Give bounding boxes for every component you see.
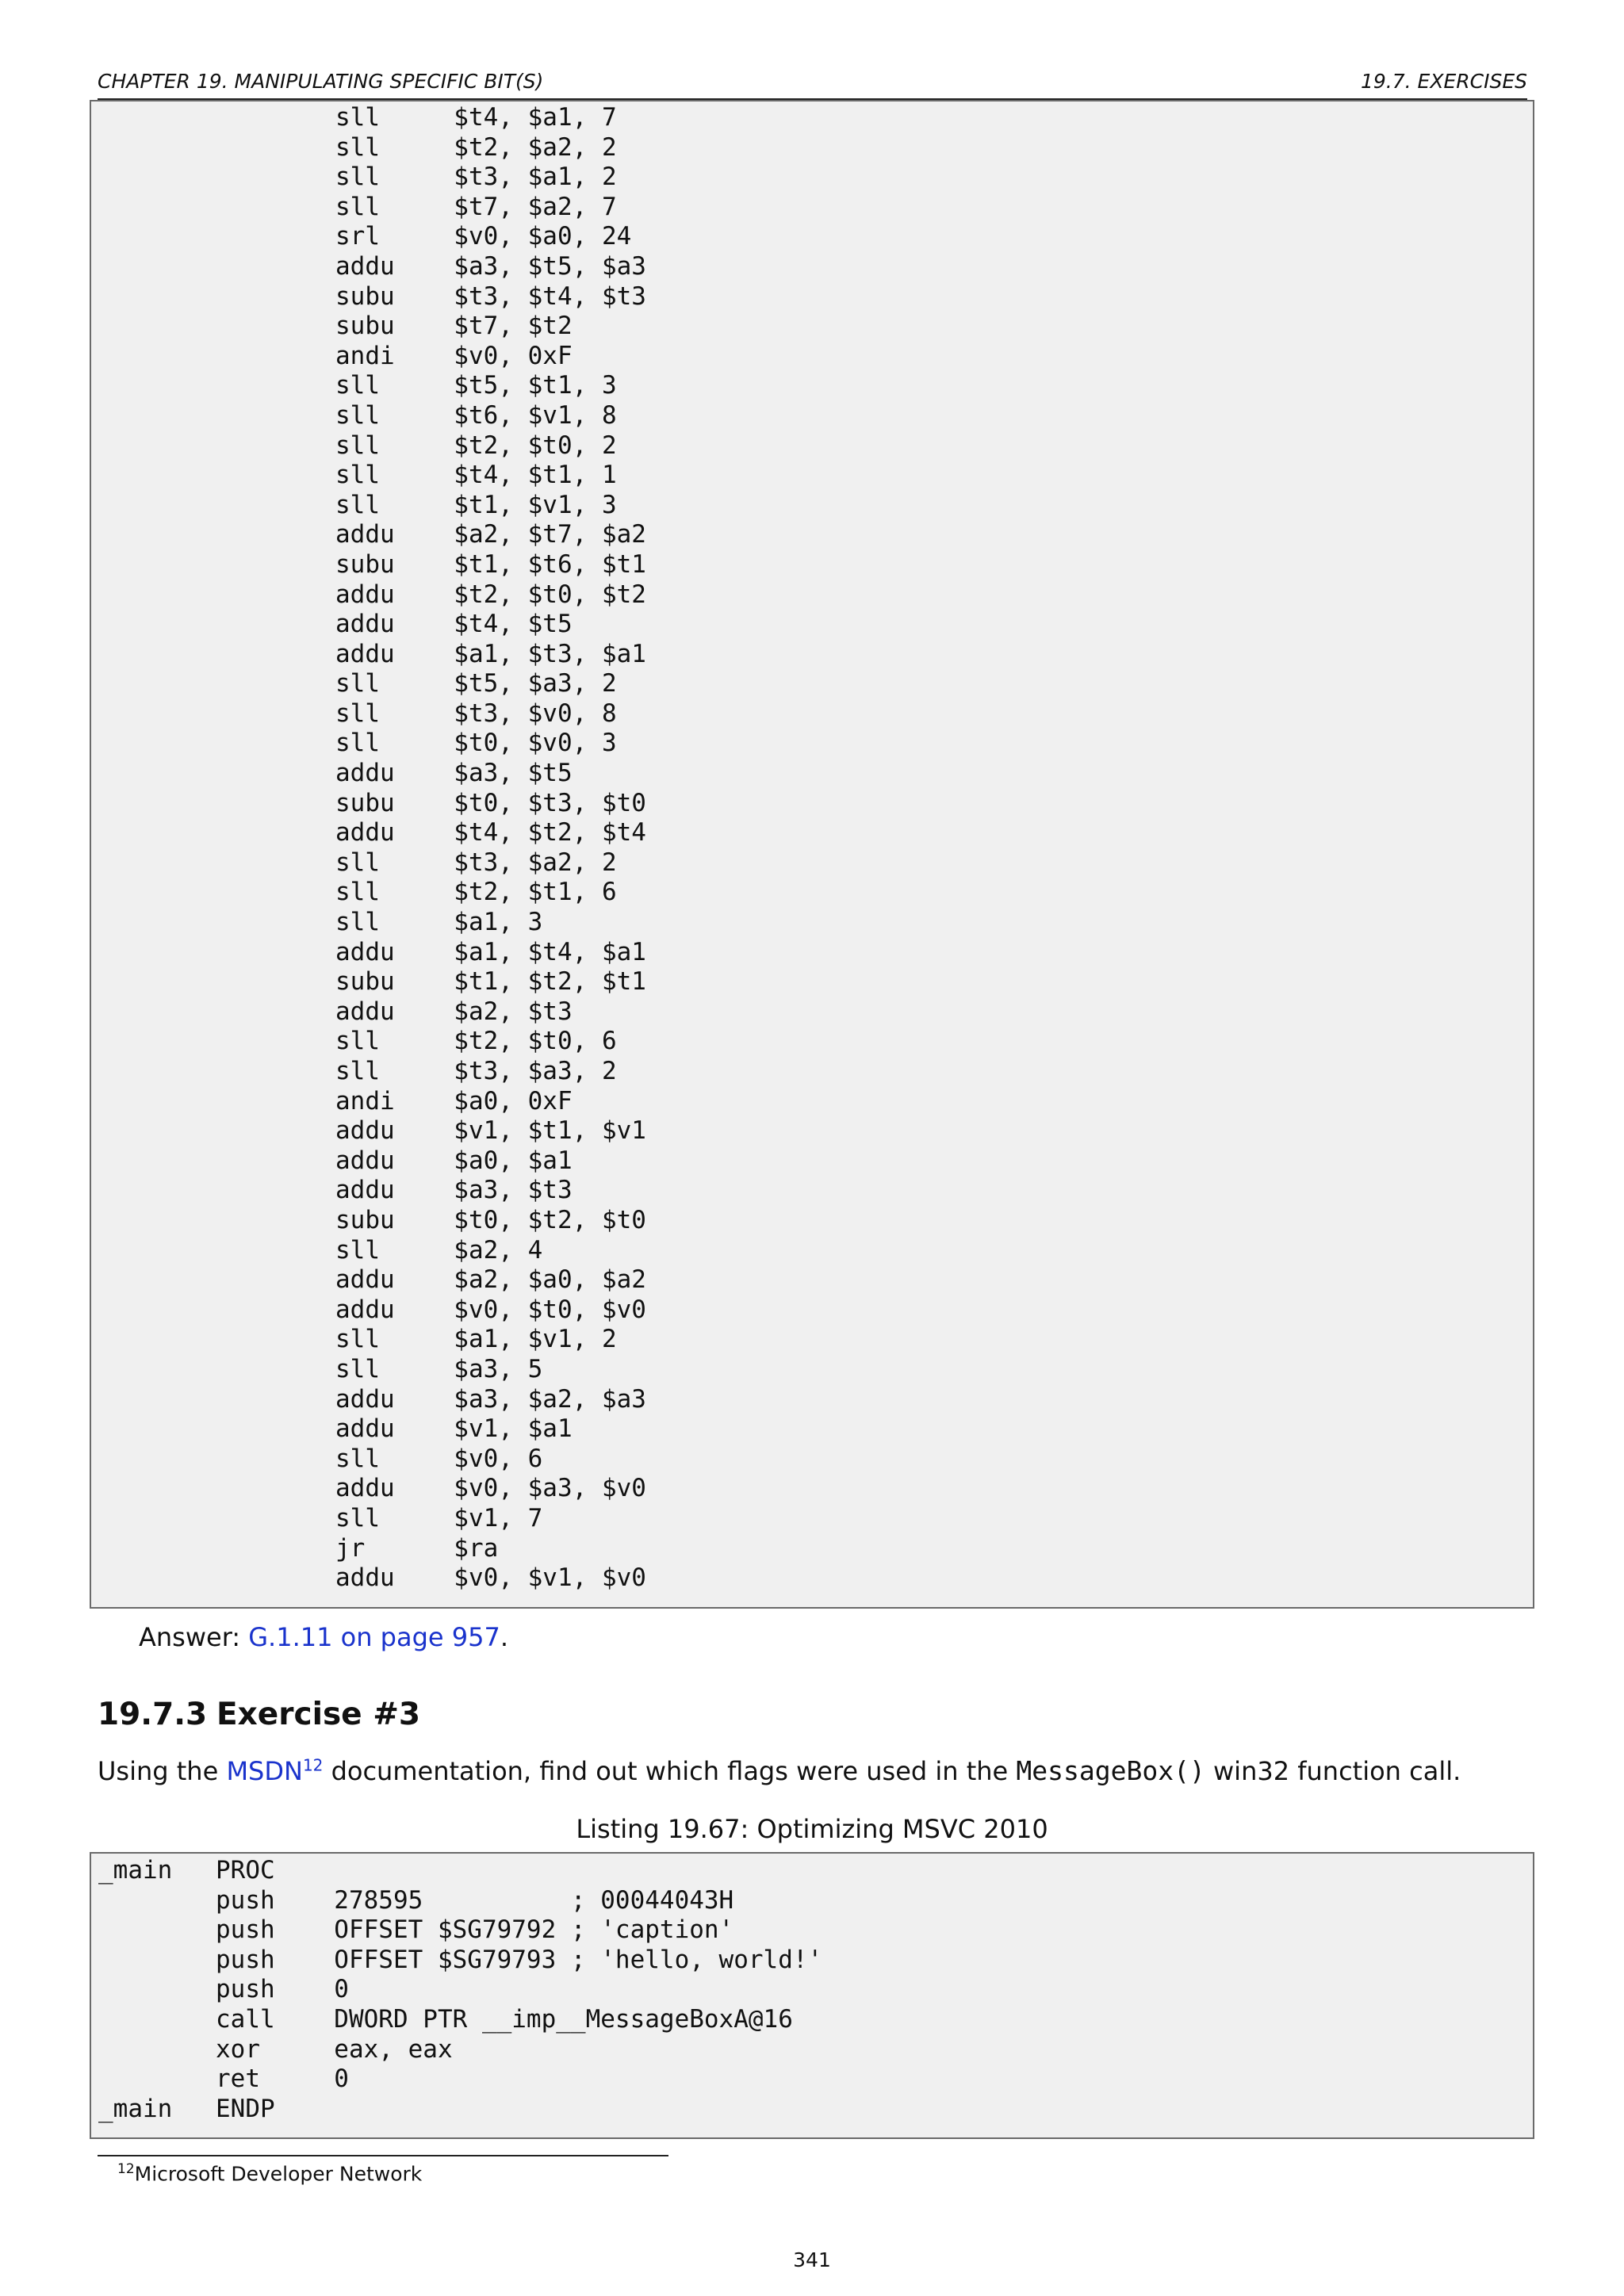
msdn-link[interactable]: MSDN (226, 1756, 303, 1786)
code-line: addu $a1, $t3, $a1 (335, 639, 646, 668)
code-line: addu $a1, $t4, $a1 (335, 937, 646, 966)
mips-code-text (335, 103, 646, 1594)
code-instruction: call DWORD PTR __imp__MessageBoxA@16 (216, 2004, 793, 2034)
code-line (98, 2005, 822, 2035)
code-instruction: push OFFSET $SG79792 ; 'caption' (216, 1915, 734, 1945)
mips-code-listing (90, 100, 1534, 1609)
exercise-paragraph (98, 1755, 1461, 1786)
code-instruction: push OFFSET $SG79793 ; 'hello, world!' (216, 1945, 823, 1974)
msvc-code-listing (90, 1852, 1534, 2139)
section-number: 19.7.3 (98, 1697, 208, 1732)
code-instruction: push 0 (216, 1975, 349, 2004)
code-line: subu $t7, $t2 (335, 312, 573, 341)
messagebox-code: MessageBox() (1016, 1755, 1205, 1786)
section-heading (98, 1697, 420, 1732)
code-label: _main (98, 1856, 173, 1885)
code-line: jr $ra (335, 1533, 499, 1563)
code-line: addu $v0, $t0, $v0 (335, 1295, 646, 1324)
code-line: addu $a3, $a2, $a3 (335, 1384, 646, 1414)
code-line: subu $t0, $t2, $t0 (335, 1205, 646, 1234)
code-line (98, 1946, 822, 1976)
code-line: sll $t2, $t1, 6 (335, 878, 617, 907)
code-line: subu $t1, $t6, $t1 (335, 549, 646, 579)
code-line: addu $t4, $t5 (335, 610, 573, 639)
code-line: sll $t3, $v0, 8 (335, 698, 617, 728)
footnote-text: Microsoft Developer Network (134, 2162, 423, 2186)
answer-link[interactable]: G.1.11 on page 957 (248, 1622, 500, 1652)
code-line (98, 2035, 822, 2065)
code-line: addu $a3, $t5, $a3 (335, 251, 646, 281)
answer-suffix: . (500, 1622, 509, 1652)
code-line: sll $v1, 7 (335, 1503, 543, 1533)
footnote (117, 2161, 422, 2185)
code-line: subu $t3, $t4, $t3 (335, 281, 646, 311)
footnote-ref[interactable]: 12 (302, 1755, 324, 1775)
code-line: sll $t5, $t1, 3 (335, 371, 617, 400)
code-instruction: PROC (216, 1856, 275, 1885)
running-header (98, 70, 1527, 100)
code-line: addu $v1, $t1, $v1 (335, 1116, 646, 1146)
code-instruction: xor eax, eax (216, 2034, 453, 2064)
code-line: sll $t3, $a1, 2 (335, 163, 617, 192)
code-line: sll $t4, $a1, 7 (335, 103, 617, 132)
code-line: addu $a2, $t7, $a2 (335, 520, 646, 549)
answer-line (139, 1622, 508, 1652)
code-line: subu $t1, $t2, $t1 (335, 967, 646, 997)
page-number: 341 (793, 2248, 831, 2271)
code-line: sll $t2, $t0, 2 (335, 430, 617, 460)
code-line: addu $a0, $a1 (335, 1146, 573, 1175)
code-line: sll $a1, 3 (335, 908, 543, 937)
code-line: addu $a2, $t3 (335, 997, 573, 1026)
code-line: andi $v0, 0xF (335, 341, 573, 370)
code-line: sll $t3, $a2, 2 (335, 848, 617, 877)
code-line: addu $t4, $t2, $t4 (335, 818, 646, 848)
code-line (98, 1915, 822, 1946)
code-line: subu $t0, $t3, $t0 (335, 788, 646, 817)
code-line: addu $v0, $a3, $v0 (335, 1474, 646, 1503)
footnote-mark: 12 (117, 2161, 135, 2177)
code-line: addu $a3, $t3 (335, 1176, 573, 1205)
para-text-1: Using the (98, 1756, 227, 1786)
code-instruction: ENDP (216, 2094, 275, 2123)
code-line: addu $v0, $v1, $v0 (335, 1563, 646, 1593)
listing-caption: Listing 19.67: Optimizing MSVC 2010 (576, 1814, 1048, 1844)
code-line: addu $v1, $a1 (335, 1414, 573, 1444)
code-line (98, 2095, 822, 2125)
code-line: sll $t4, $t1, 1 (335, 461, 617, 490)
code-line: sll $a2, 4 (335, 1235, 543, 1265)
code-instruction: ret 0 (216, 2064, 349, 2094)
section-title: Exercise #3 (216, 1697, 421, 1732)
code-line: sll $a1, $v1, 2 (335, 1325, 617, 1354)
code-line: sll $t2, $t0, 6 (335, 1027, 617, 1056)
code-line: srl $v0, $a0, 24 (335, 222, 632, 251)
code-line (98, 1975, 822, 2005)
code-line (98, 2064, 822, 2095)
footnote-divider (98, 2155, 668, 2156)
code-line: sll $t7, $a2, 7 (335, 192, 617, 221)
code-line: addu $t2, $t0, $t2 (335, 580, 646, 609)
code-line: sll $a3, 5 (335, 1354, 543, 1383)
para-text-2: documentation, find out which flags were used in the (323, 1756, 1017, 1786)
code-line: sll $t1, $v1, 3 (335, 490, 617, 519)
header-section-title: 19.7. EXERCISES (1360, 70, 1527, 93)
code-line: sll $t3, $a3, 2 (335, 1057, 617, 1085)
msvc-code-text (98, 1856, 822, 2124)
code-label: _main (98, 2094, 173, 2123)
code-line (98, 1856, 822, 1886)
code-line: sll $t2, $a2, 2 (335, 132, 617, 162)
code-line: addu $a2, $a0, $a2 (335, 1265, 646, 1295)
para-text-3: win32 function call. (1205, 1756, 1461, 1786)
answer-prefix: Answer: (139, 1622, 249, 1652)
code-line: addu $a3, $t5 (335, 759, 573, 788)
header-chapter-title: CHAPTER 19. MANIPULATING SPECIFIC BIT(S) (98, 70, 544, 93)
code-line (98, 1886, 822, 1916)
code-line: sll $t0, $v0, 3 (335, 729, 617, 758)
code-line: andi $a0, 0xF (335, 1086, 573, 1115)
code-instruction: push 278595 ; 00044043H (216, 1885, 734, 1915)
code-line: sll $t6, $v1, 8 (335, 400, 617, 430)
code-line: sll $v0, 6 (335, 1444, 543, 1473)
code-line: sll $t5, $a3, 2 (335, 669, 617, 698)
